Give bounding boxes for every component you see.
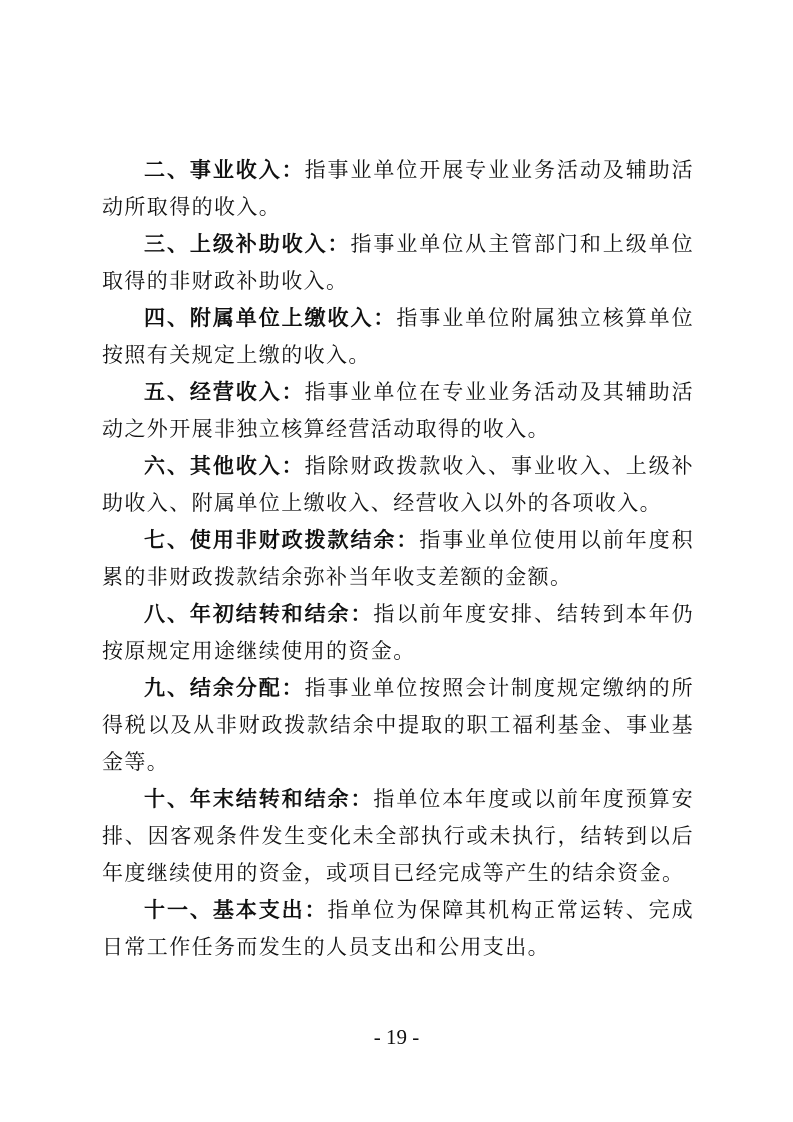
definition-paragraph [102,596,694,670]
definition-paragraph [102,448,694,522]
page-number: - 19 - [373,1025,420,1049]
definition-term: 二、事业收入： [144,158,305,182]
definition-text: 指事业单位开展专业业务活动及辅助活动所取得的收入。 [102,158,694,219]
definition-text: 指单位为保障其机构正常运转、完成日常工作任务而发生的人员支出和公用支出。 [102,898,694,959]
definition-term: 四、附属单位上缴收入： [144,306,397,330]
definition-paragraph [102,374,694,448]
definition-text: 指事业单位使用以前年度积累的非财政拨款结余弥补当年收支差额的金额。 [102,528,694,589]
definition-paragraph [102,522,694,596]
definition-text: 指以前年度安排、结转到本年仍按原规定用途继续使用的资金。 [102,602,694,663]
definition-paragraph [102,300,694,374]
definition-text: 指事业单位从主管部门和上级单位取得的非财政补助收入。 [102,232,694,293]
definition-paragraph [102,892,694,966]
definition-paragraph [102,670,694,781]
definition-term: 六、其他收入： [144,454,305,478]
definition-term: 八、年初结转和结余： [144,602,374,626]
definition-paragraph [102,226,694,300]
definition-text: 指除财政拨款收入、事业收入、上级补助收入、附属单位上缴收入、经营收入以外的各项收入。 [102,454,694,515]
definition-paragraph [102,781,694,892]
definition-text: 指事业单位附属独立核算单位按照有关规定上缴的收入。 [102,306,694,367]
definition-term: 九、结余分配： [144,676,305,700]
definition-text: 指事业单位按照会计制度规定缴纳的所得税以及从非财政拨款结余中提取的职工福利基金、事业基金等。 [102,676,694,774]
definition-term: 三、上级补助收入： [144,232,351,256]
definition-term: 十、年末结转和结余： [144,787,374,811]
definition-text: 指单位本年度或以前年度预算安排、因客观条件发生变化未全部执行或未执行，结转到以后年度继续使用的资金，或项目已经完成等产生的结余资金。 [102,787,694,885]
definition-term: 五、经营收入： [144,380,305,404]
definition-text: 指事业单位在专业业务活动及其辅助活动之外开展非独立核算经营活动取得的收入。 [102,380,694,441]
definition-term: 十一、基本支出： [144,898,328,922]
definitions-list [102,152,694,966]
definition-paragraph [102,152,694,226]
definition-term: 七、使用非财政拨款结余： [144,528,420,552]
